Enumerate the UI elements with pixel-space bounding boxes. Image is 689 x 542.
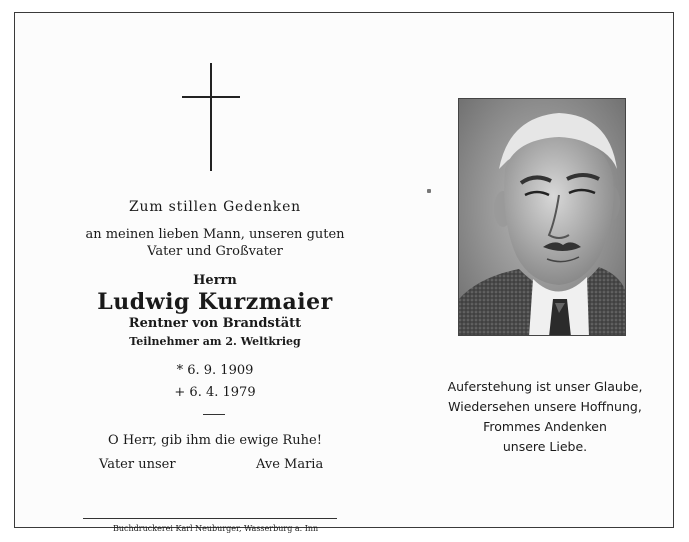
dedication-line-2: Vater und Großvater — [147, 244, 283, 259]
quote-line-2: Wiedersehen unsere Hoffnung, — [448, 399, 642, 414]
speck — [427, 189, 431, 193]
death-date: + 6. 4. 1979 — [174, 385, 256, 400]
cross-icon — [210, 63, 212, 171]
dedication-line-1: an meinen lieben Mann, unseren guten — [85, 227, 345, 242]
heading: Zum stillen Gedenken — [129, 199, 301, 215]
printer-credit: Buchdruckerei Karl Neuburger, Wasserburg a. Inn — [113, 524, 319, 533]
quote-line-3: Frommes Andenken — [483, 419, 607, 434]
cross-icon-bar — [182, 96, 240, 98]
war-note: Teilnehmer am 2. Weltkrieg — [129, 335, 301, 348]
birth-date: * 6. 9. 1909 — [176, 363, 254, 378]
salutation: Herrn — [193, 273, 237, 288]
divider — [203, 414, 225, 415]
prayer-vater-unser: Vater unser — [99, 457, 176, 472]
quote-line-4: unsere Liebe. — [502, 439, 588, 454]
deceased-name: Ludwig Kurzmaier — [97, 289, 333, 315]
memorial-card — [14, 12, 674, 533]
quote-line-1: Auferstehung ist unser Glaube, — [447, 379, 643, 394]
portrait-photo — [458, 98, 626, 336]
occupation: Rentner von Brandstätt — [128, 316, 302, 331]
portrait-image — [459, 99, 626, 336]
prayer: O Herr, gib ihm die ewige Ruhe! — [108, 433, 322, 448]
prayer-ave-maria: Ave Maria — [256, 457, 324, 472]
footer-divider — [83, 518, 337, 519]
